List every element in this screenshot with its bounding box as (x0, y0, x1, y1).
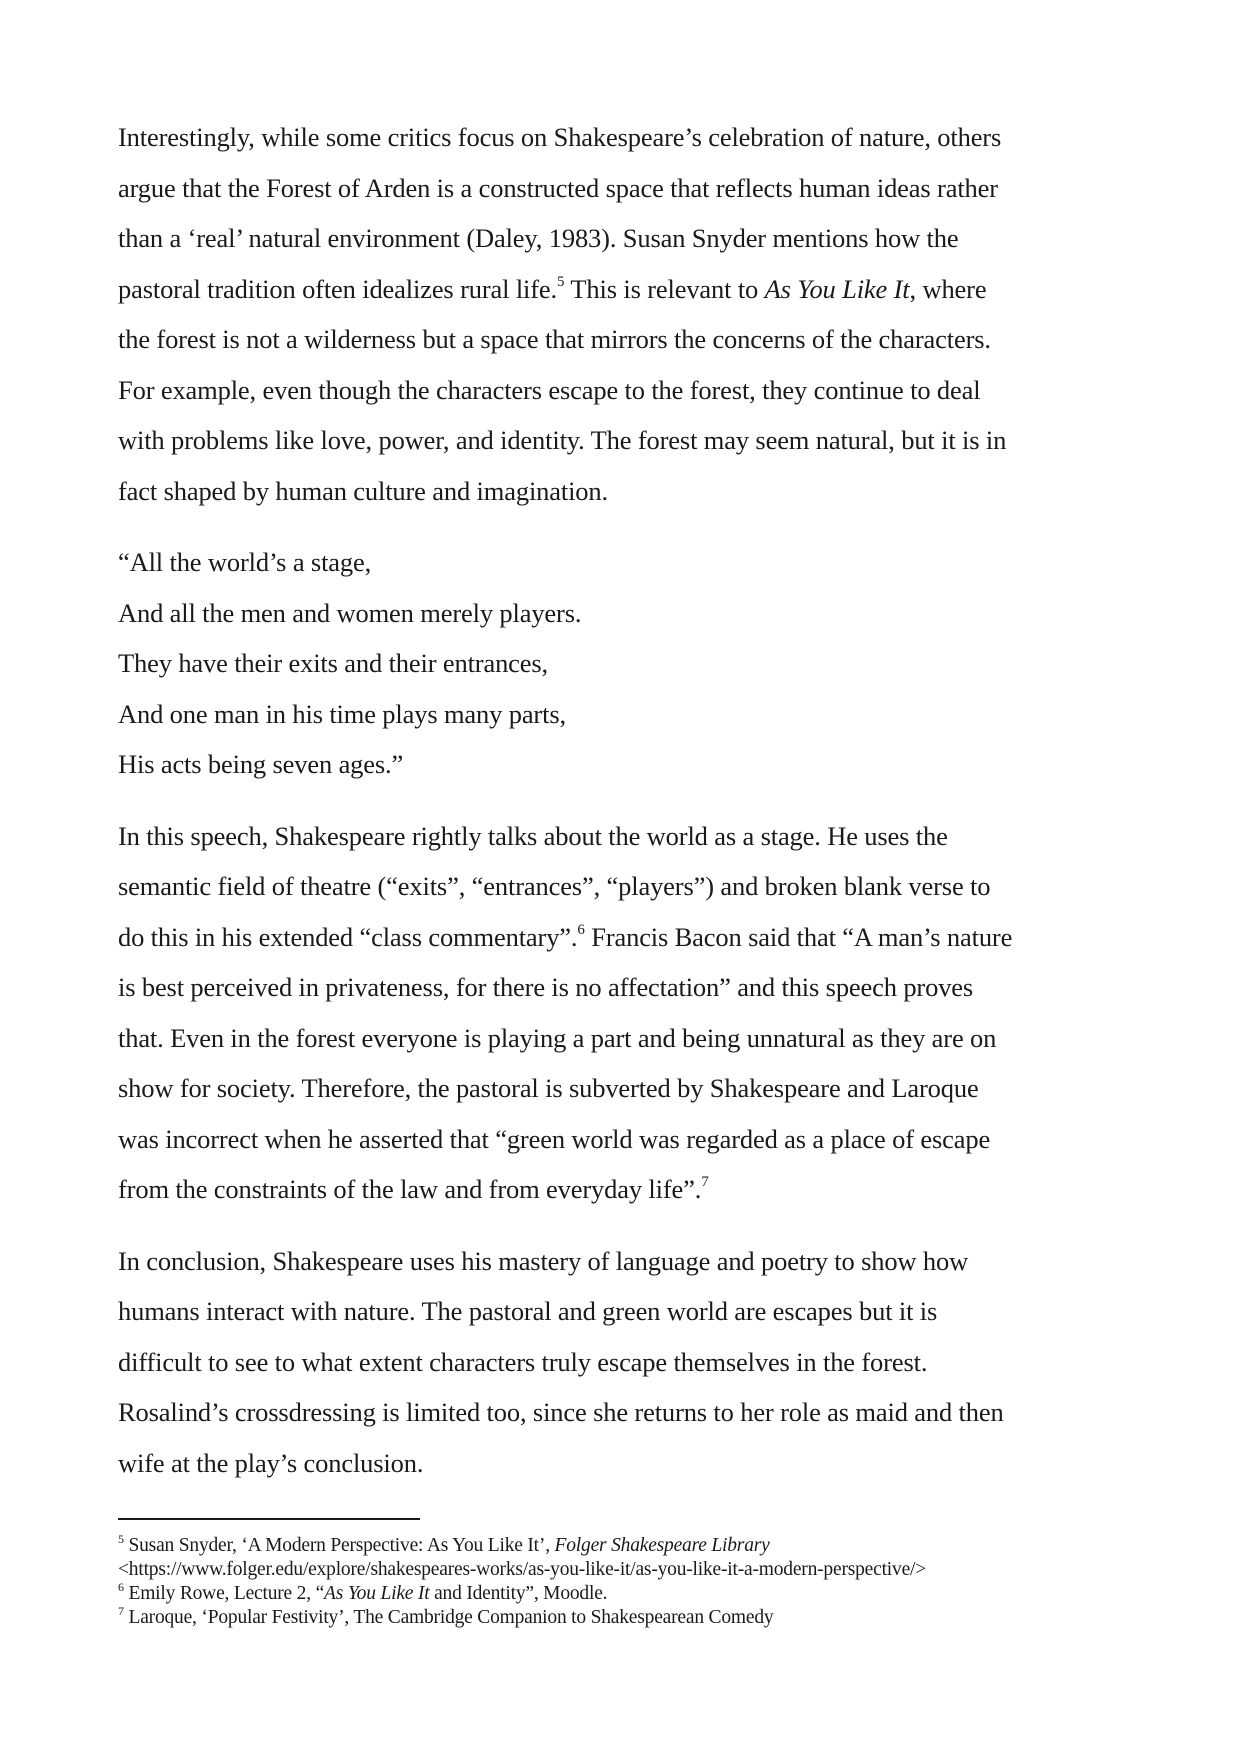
text-line (118, 1164, 1128, 1215)
text-run: And all the men and women merely players. (118, 597, 582, 628)
text-run: from the constraints of the law and from everyday life”. (118, 1174, 702, 1204)
footnote-reference: 5 (118, 1531, 124, 1546)
text-line (118, 1337, 1128, 1388)
text-line (118, 365, 1128, 416)
text-line (118, 163, 1128, 214)
text-run: Interestingly, while some critics focus on Shakespeare’s celebration of nature, others (118, 122, 1002, 152)
block-quote-poem (118, 537, 1128, 790)
text-line (118, 1063, 1128, 1114)
text-run: In conclusion, Shakespeare uses his mastery of language and poetry to show how (118, 1245, 969, 1276)
text-run: was incorrect when he asserted that “green world was regarded as a place of escape (118, 1123, 991, 1154)
document-body (118, 112, 1128, 1488)
text-line (118, 1387, 1128, 1438)
text-run: difficult to see to what extent characters truly escape themselves in the forest. (118, 1346, 928, 1377)
text-run: His acts being seven ages.” (118, 749, 404, 779)
poem-line (118, 638, 1128, 689)
paragraph (118, 1236, 1128, 1489)
text-run: , where (909, 273, 987, 304)
footnote-line (118, 1558, 1128, 1582)
paragraph (118, 112, 1128, 516)
text-line (118, 912, 1128, 963)
text-run: than a ‘real’ natural environment (Daley, 1983). Susan Snyder mentions how the (118, 223, 959, 253)
paragraph (118, 811, 1128, 1215)
text-line (118, 1438, 1128, 1489)
text-line (118, 1236, 1128, 1287)
italic-title: As You Like It (324, 1583, 430, 1604)
text-run: semantic field of theatre (“exits”, “entrances”, “players”) and broken blank verse to (118, 871, 991, 901)
footnotes (118, 1531, 1128, 1630)
footnote-line (118, 1603, 1128, 1630)
text-line (118, 861, 1128, 912)
text-run: the forest is not a wilderness but a space that mirrors the concerns of the characters. (118, 324, 991, 354)
paragraph-spacing (118, 1215, 1128, 1236)
text-run: <https://www.folger.edu/explore/shakespeares-works/as-you-like-it/as-you-like-it-a-modern-perspective/> (118, 1559, 927, 1580)
text-run: For example, even though the characters escape to the forest, they continue to deal (118, 374, 981, 405)
text-line (118, 314, 1128, 365)
italic-title: As You Like It (764, 273, 910, 304)
footnote-reference: 7 (701, 1174, 709, 1191)
text-line (118, 1286, 1128, 1337)
text-run: pastoral tradition often idealizes rural life. (118, 273, 558, 304)
text-run: with problems like love, power, and identity. The forest may seem natural, but it is in (118, 425, 1007, 455)
text-run: argue that the Forest of Arden is a constructed space that reflects human ideas rather (118, 172, 998, 203)
text-line (118, 466, 1128, 517)
text-line (118, 1114, 1128, 1165)
text-run: Laroque, ‘Popular Festivity’, The Cambridge Companion to Shakespearean Comedy (123, 1607, 774, 1628)
footnote-reference: 6 (118, 1579, 124, 1594)
paragraph-spacing (118, 790, 1128, 811)
footnote-reference: 5 (557, 273, 565, 290)
text-run: fact shaped by human culture and imagination. (118, 475, 608, 506)
poem-line (118, 588, 1128, 639)
text-line (118, 962, 1128, 1013)
footnote-reference: 6 (577, 921, 585, 938)
footnote-line (118, 1531, 1128, 1558)
text-line (118, 415, 1128, 466)
text-run: And one man in his time plays many parts, (118, 698, 566, 729)
text-line (118, 112, 1128, 163)
italic-title: Folger Shakespeare Library (554, 1535, 770, 1556)
footnote-line (118, 1579, 1128, 1606)
footnote-reference: 7 (118, 1603, 124, 1618)
text-run: is best perceived in privateness, for there is no affectation” and this speech proves (118, 972, 974, 1002)
text-run: This is relevant to (564, 273, 765, 304)
text-run: Rosalind’s crossdressing is limited too, since she returns to her role as maid and then (118, 1397, 1004, 1427)
text-line (118, 811, 1128, 862)
text-run: that. Even in the forest everyone is playing a part and being unnatural as they are on (118, 1022, 997, 1053)
poem-line (118, 689, 1128, 740)
text-run: wife at the play’s conclusion. (118, 1447, 424, 1478)
footnote-separator (118, 1518, 420, 1520)
text-run: humans interact with nature. The pastoral and green world are escapes but it is (118, 1296, 938, 1326)
text-run: show for society. Therefore, the pastoral is subverted by Shakespeare and Laroque (118, 1073, 979, 1103)
text-line (118, 264, 1128, 315)
paragraph-spacing (118, 516, 1128, 537)
poem-line (118, 739, 1128, 790)
text-run: do this in his extended “class commentary”. (118, 921, 578, 952)
text-run: Susan Snyder, ‘A Modern Perspective: As You Like It’, (123, 1535, 555, 1556)
text-line (118, 213, 1128, 264)
text-run: and Identity”, Moodle. (429, 1583, 608, 1604)
text-run: In this speech, Shakespeare rightly talks about the world as a stage. He uses the (118, 820, 948, 851)
text-run: Francis Bacon said that “A man’s nature (584, 921, 1013, 952)
text-run: They have their exits and their entrances, (118, 648, 549, 678)
poem-line (118, 537, 1128, 588)
text-run: “All the world’s a stage, (118, 547, 372, 577)
text-run: Emily Rowe, Lecture 2, “ (123, 1583, 325, 1604)
text-line (118, 1013, 1128, 1064)
